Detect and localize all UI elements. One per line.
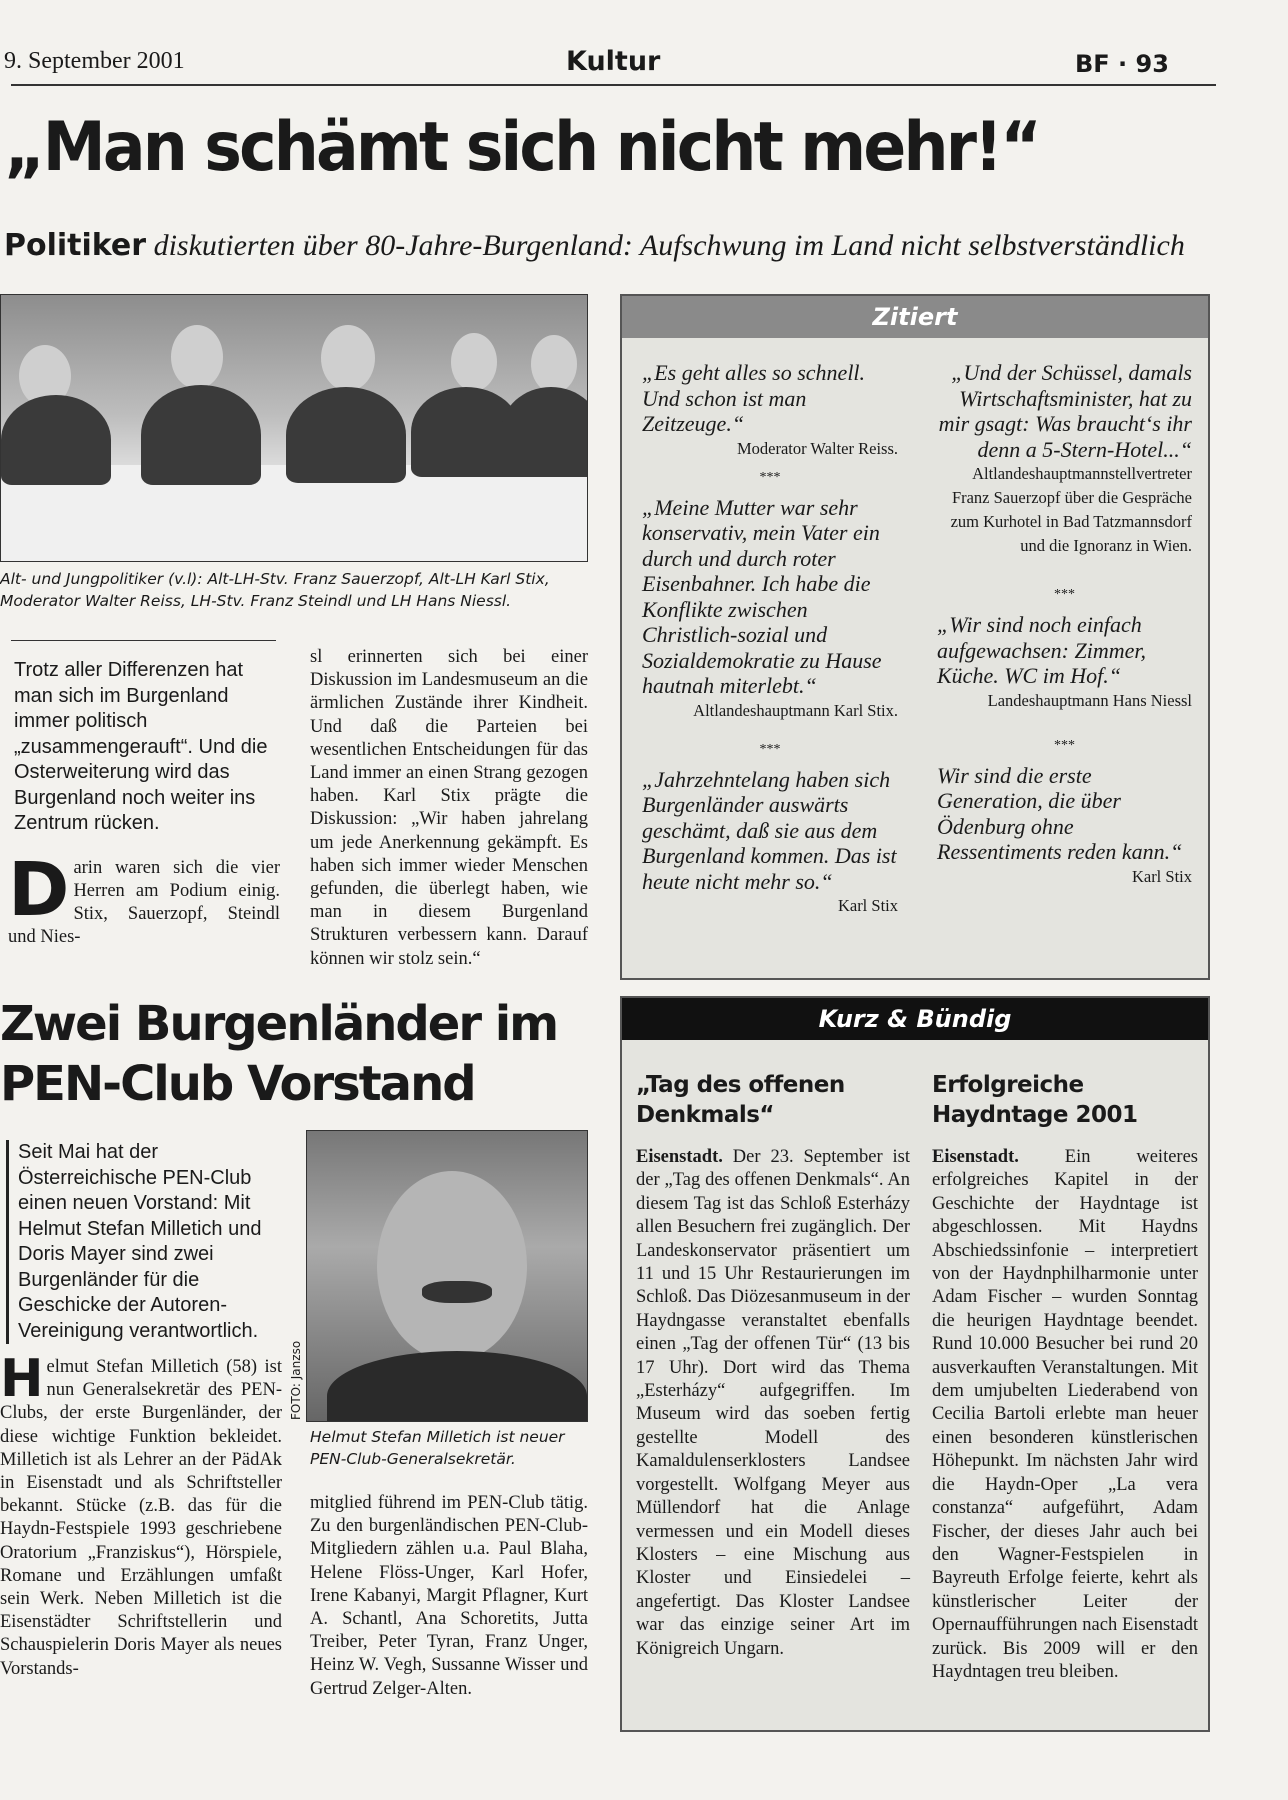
news-item	[636, 1070, 910, 1661]
article2-headline: Zwei Burgenländer im PEN-Club Vorstand	[0, 996, 558, 1112]
quote-source: Moderator Walter Reiss.	[736, 438, 898, 458]
quote: „Meine Mutter war sehr konservativ, mein Vater ein durch und durch roter Eisenbahner. Ich habe die Konflikte zwischen Christlich-sozial und Sozialdemokratie zu Hause hautnah miterlebt.“	[642, 494, 882, 698]
photo-credit: FOTO: Janzso	[289, 1340, 303, 1420]
divider	[11, 640, 276, 641]
zitiert-box	[620, 294, 1210, 980]
separator: ***	[1054, 737, 1075, 753]
separator: ***	[759, 741, 781, 757]
kurz-buendig-box	[620, 996, 1210, 1732]
podium-photo	[0, 294, 588, 562]
article2-intro: Seit Mai hat der Österreichische PEN-Club einen neuen Vorstand: Mit Helmut Stefan Milletich und Doris Mayer sind zwei Burgenländer für die Geschicke der Autoren-Vereinigung verantwortlich.	[6, 1140, 282, 1344]
news-text	[636, 1146, 910, 1661]
caption-line: Helmut Stefan Milletich ist neuer	[310, 1428, 565, 1446]
quote-source: Karl Stix	[1131, 866, 1192, 886]
article1-left-column	[8, 658, 280, 949]
page-number: BF · 93	[1075, 50, 1169, 78]
section-name: Kultur	[566, 46, 661, 77]
caption-line: Alt- und Jungpolitiker (v.l): Alt-LH-Stv. Franz Sauerzopf, Alt-LH Karl Stix,	[0, 570, 550, 588]
milletich-photo	[306, 1130, 588, 1422]
quote: „Es geht alles so schnell. Und schon ist man Zeitzeuge.“	[642, 360, 866, 436]
subheadline	[4, 228, 1185, 263]
kurz-title: Kurz & Bündig	[622, 998, 1208, 1040]
article-body-col2: sl erinnerten sich bei einer Diskussion im Landesmuseum an die ärmlichen Zustände ihrer Kindheit. Und daß die Parteien bei wesentlichen Entscheidungen für das Land immer an einen Strang gezogen haben. Karl Stix prägte die Diskussion: „Wir haben jahrelang um jede Anerkennung gekämpft. Es haben sich immer wieder Menschen gefunden, die überlegt haben, wie man in diesem Burgenland Strukturen verbessern kann. Darauf können wir stolz sein.“	[310, 647, 588, 969]
header-rule	[11, 84, 1216, 86]
quotes-right	[937, 360, 1192, 889]
quote-source: Altlandeshauptmann Karl Stix.	[693, 700, 898, 720]
quote: Wir sind die erste Generation, die über Ödenburg ohne Ressentiments reden kann.“	[937, 762, 1183, 864]
quote-source: Landeshauptmann Hans Niessl	[987, 690, 1192, 710]
news-body: Ein weiteres erfolgreiches Kapitel in der Geschichte der Haydntage ist abgeschlossen. Mit Haydns Abschiedssinfonie – interpretiert von der Haydnphilharmonie unter Adam Fischer – wurden Sonntag die heurigen Haydntage beendet. Rund 10.000 Besucher bei rund 20 ausverkauften Veranstaltungen. Mit dem umjubelten Liederabend von Cecilia Bartoli erlebte man heuer einen besonderen künstlerischen Höhepunkt. Im nächsten Jahr wird die Haydn-Oper „La vera constanza“ aufgeführt, Adam Fischer, der dieses Jahr auch bei den Wagner-Festspielen in Bayreuth Erfolge feierte, kehrt als künstlerischer Leiter der Opernaufführungen nach Eisenstadt zurück. Bis 2009 will er den Haydntagen treu bleiben.	[932, 1147, 1198, 1682]
separator: ***	[1054, 587, 1075, 602]
caption-line: PEN-Club-Generalsekretär.	[310, 1450, 516, 1468]
news-text	[932, 1146, 1198, 1684]
issue-date: 9. September 2001	[4, 48, 185, 74]
article2-body-col2: mitglied führend im PEN-Club tätig. Zu den burgenländischen PEN-Club-Mitgliedern zählen u.a. Paul Blaha, Helene Flöss-Unger, Karl Hofer, Irene Kabanyi, Margit Pflagner, Kurt A. Schantl, Ana Schoretits, Jutta Treiber, Peter Tyran, Franz Unger, Heinz W. Vegh, Sussanne Wisser und Gertrud Zelger-Alten.	[310, 1493, 588, 1699]
photo-caption	[0, 568, 550, 612]
kicker: Politiker	[4, 228, 147, 263]
body-text: arin waren sich die vier Herren am Podium einig. Stix, Sauerzopf, Steindl und Nies-	[8, 857, 280, 948]
quote: „Und der Schüssel, damals Wirtschaftsminister, hat zu mir gsagt: Was braucht‘s ihr denn a 5-Stern-Hotel...“	[938, 360, 1192, 462]
article2-body-col1	[0, 1349, 282, 1681]
quote: „Wir sind noch einfach aufgewachsen: Zimmer, Küche. WC im Hof.“	[937, 612, 1146, 688]
article2-left-column	[0, 1140, 282, 1681]
article-body-col1	[8, 846, 280, 950]
article-intro: Trotz aller Differenzen hat man sich im Burgenland immer politisch „zusammengerauft“. Und die Osterweiterung wird das Burgenland noch weiter ins Zentrum rücken.	[14, 659, 268, 834]
quote: „Jahrzehntelang haben sich Burgenländer auswärts geschämt, daß sie aus dem Burgenland kommen. Das ist heute nicht mehr so.“	[642, 766, 897, 894]
news-headline: „Tag des offenen Denkmals“	[636, 1072, 845, 1128]
drop-cap: H	[0, 1349, 44, 1409]
news-item	[932, 1070, 1198, 1684]
news-headline: Erfolgreiche Haydntage 2001	[932, 1072, 1138, 1128]
quote-source: Altlandeshauptmannstellvertreter Franz Sauerzopf über die Gespräche zum Kurhotel in Bad Tatzmannsdorf und die Ignoranz in Wien.	[950, 464, 1192, 555]
photo-caption	[310, 1426, 565, 1470]
quotes-left	[642, 360, 898, 918]
quote-source: Karl Stix	[837, 896, 898, 915]
drop-cap: D	[8, 846, 70, 933]
subheadline-text: diskutierten über 80-Jahre-Burgenland: Aufschwung im Land nicht selbstverständlich	[153, 229, 1185, 262]
body-text: elmut Stefan Milletich (58) ist nun Generalsekretär des PEN-Clubs, der erste Burgenländer, der diese wichtige Funktion bekleidet. Milletich ist als Lehrer an der PädAk in Eisenstadt und als Schriftsteller bekannt. Stücke (z.B. das für die Haydn-Festspiele 1993 geschriebene Oratorium „Franziskus“), Hörspiele, Romane und Erzählungen umfaßt sein Werk. Neben Milletich ist die Eisenstädter Schriftstellerin und Schauspielerin Doris Mayer als neues Vorstands-	[0, 1357, 282, 1679]
separator: ***	[759, 469, 781, 485]
dateline: Eisenstadt.	[636, 1147, 723, 1167]
dateline: Eisenstadt.	[932, 1147, 1019, 1167]
news-body: Der 23. September ist der „Tag des offenen Denkmals“. An diesem Tag ist das Schloß Esterházy allen Besuchern frei zugänglich. Der Landeskonservator präsentiert um 11 und 15 Uhr Restaurierungen im Schloß. Das Diözesanmuseum in der Haydngasse veranstaltet ebenfalls einen „Tag der offenen Tür“ (13 bis 17 Uhr). Dort wird das Thema „Esterházy“ aufgegriffen. Im Museum wird das soeben fertig gestellte Modell des Kamaldulenserklosters Landsee vorgestellt. Wolfgang Meyer aus Müllendorf hat die Anlage vermessen und ein Modell dieses Klosters – eine Mischung aus Kloster und Einsiedelei – angefertigt. Das Kloster Landsee war das einzige seiner Art im Königreich Ungarn.	[636, 1147, 910, 1659]
caption-line: Moderator Walter Reiss, LH-Stv. Franz Steindl und LH Hans Niessl.	[0, 592, 512, 610]
zitiert-title: Zitiert	[622, 296, 1208, 338]
main-headline: „Man schämt sich nicht mehr!“	[4, 108, 1039, 187]
